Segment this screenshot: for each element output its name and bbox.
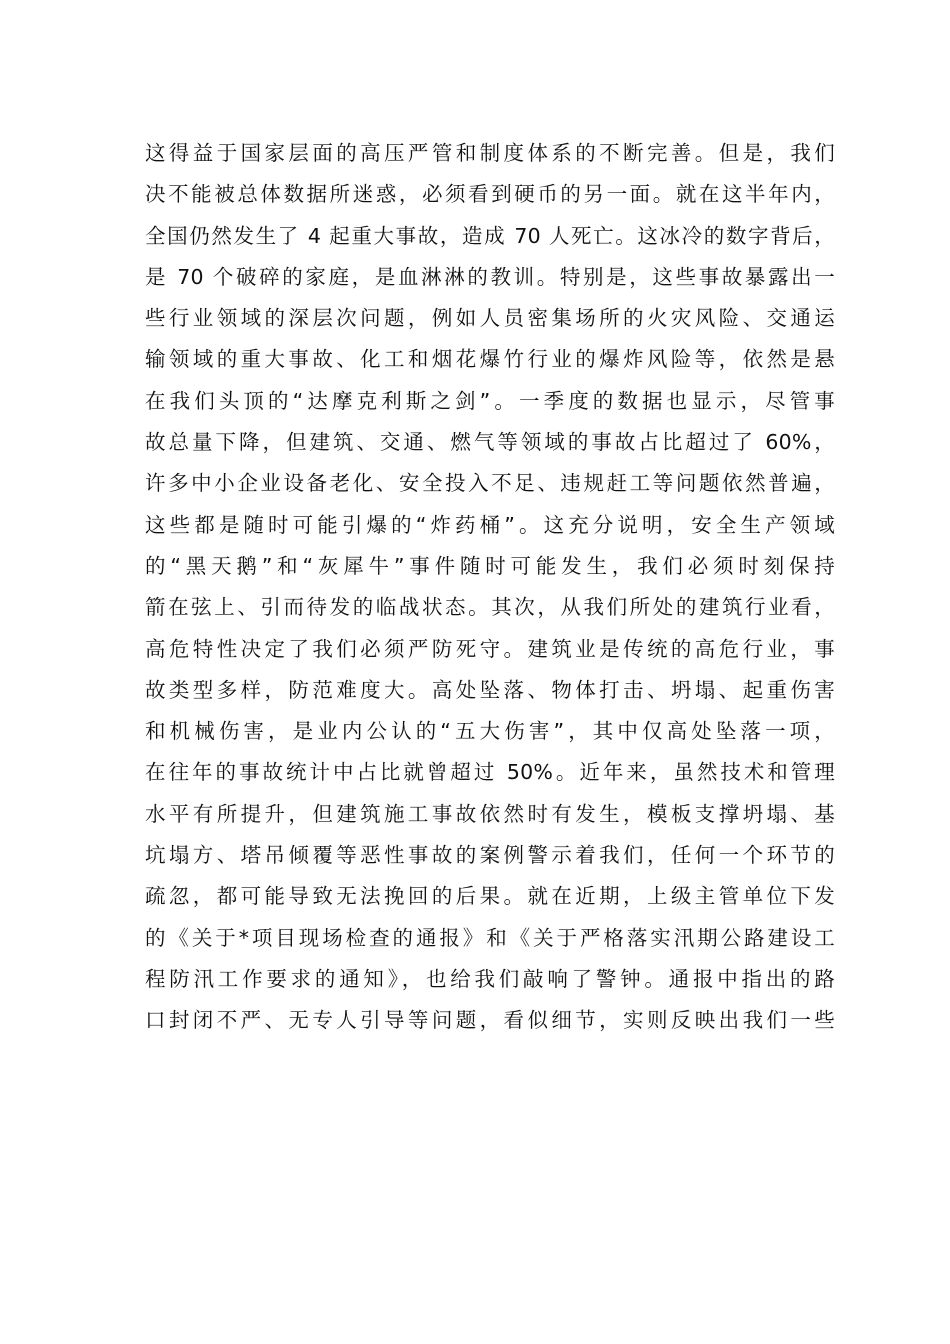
paragraph-line-18: 坑塌方、塔吊倾覆等恶性事故的案例警示着我们，任何一个环节的 xyxy=(145,843,835,868)
paragraph-line-16: 在往年的事故统计中占比就曾超过 50%。近年来，虽然技术和管理 xyxy=(145,760,835,785)
body-paragraph xyxy=(145,133,835,1042)
paragraph-line-11: 的“黑天鹅”和“灰犀牛”事件随时可能发生，我们必须时刻保持 xyxy=(145,553,835,578)
paragraph-line-17: 水平有所提升，但建筑施工事故依然时有发生，模板支撑坍塌、基 xyxy=(145,801,835,826)
paragraph-line-5: 些行业领域的深层次问题，例如人员密集场所的火灾风险、交通运 xyxy=(145,306,835,331)
paragraph-line-7: 在我们头顶的“达摩克利斯之剑”。一季度的数据也显示，尽管事 xyxy=(145,388,835,413)
paragraph-line-12: 箭在弦上、引而待发的临战状态。其次，从我们所处的建筑行业看， xyxy=(145,595,835,620)
paragraph-line-1: 这得益于国家层面的高压严管和制度体系的不断完善。但是，我们 xyxy=(145,141,835,165)
paragraph-line-19: 疏忽，都可能导致无法挽回的后果。就在近期，上级主管单位下发 xyxy=(145,884,835,909)
paragraph-line-8: 故总量下降，但建筑、交通、燃气等领域的事故占比超过了 60%， xyxy=(145,430,835,455)
paragraph-line-6: 输领域的重大事故、化工和烟花爆竹行业的爆炸风险等，依然是悬 xyxy=(145,347,835,372)
paragraph-line-14: 故类型多样，防范难度大。高处坠落、物体打击、坍塌、起重伤害 xyxy=(145,677,835,702)
paragraph-line-13: 高危特性决定了我们必须严防死守。建筑业是传统的高危行业，事 xyxy=(145,636,835,661)
paragraph-line-22: 口封闭不严、无专人引导等问题，看似细节，实则反映出我们一些 xyxy=(145,1008,835,1033)
paragraph-line-3: 全国仍然发生了 4 起重大事故，造成 70 人死亡。这冰冷的数字背后， xyxy=(145,223,835,248)
paragraph-line-15: 和机械伤害，是业内公认的“五大伤害”，其中仅高处坠落一项， xyxy=(145,719,835,744)
paragraph-line-21: 程防汛工作要求的通知》，也给我们敲响了警钟。通报中指出的路 xyxy=(145,966,835,991)
paragraph-line-10: 这些都是随时可能引爆的“炸药桶”。这充分说明，安全生产领域 xyxy=(145,512,835,537)
paragraph-line-2: 决不能被总体数据所迷惑，必须看到硬币的另一面。就在这半年内， xyxy=(145,182,835,207)
paragraph-line-4: 是 70 个破碎的家庭，是血淋淋的教训。特别是，这些事故暴露出一 xyxy=(145,264,835,289)
paragraph-line-20: 的《关于*项目现场检查的通报》和《关于严格落实汛期公路建设工 xyxy=(145,925,835,950)
paragraph-line-9: 许多中小企业设备老化、安全投入不足、违规赶工等问题依然普遍， xyxy=(145,471,835,496)
